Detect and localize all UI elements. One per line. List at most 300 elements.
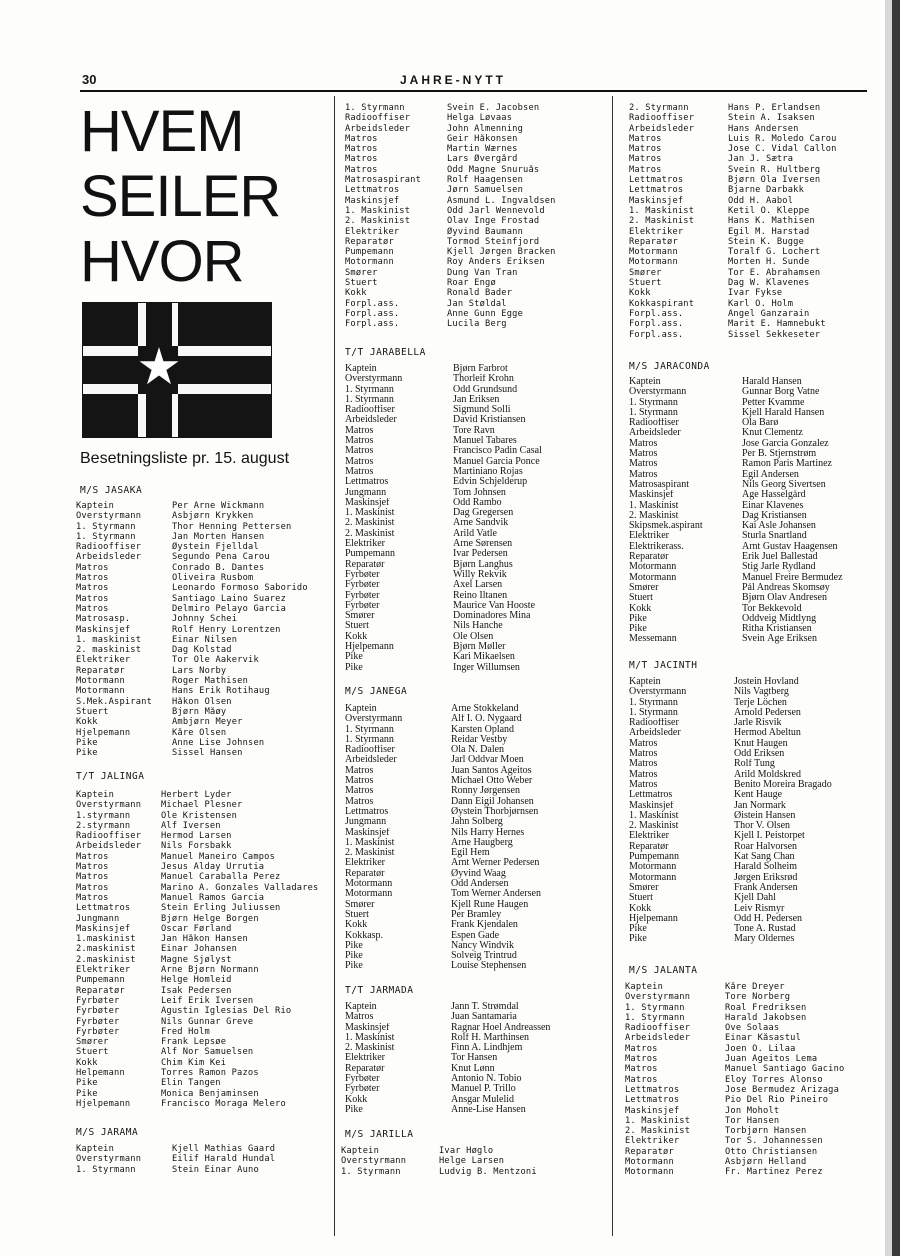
crew-list-jalinga [76,790,326,1109]
crew-role: Forpl.ass. [629,308,684,319]
crew-name: Ketil O. Kleppe [728,205,810,216]
crew-row [76,965,326,975]
crew-row [76,1068,326,1078]
crew-name: Øyvind Waag [451,868,506,879]
crew-role: Radiooffiser [345,745,395,756]
crew-role: Elektriker [629,226,684,237]
crew-row [629,934,884,944]
crew-name: Svein Åge Eriksen [742,634,817,645]
crew-row [629,216,884,226]
crew-row [629,552,884,562]
section-title-janega: M/S JANEGA [345,686,408,697]
crew-row [345,539,607,549]
crew-role: Pumpemann [345,549,395,560]
crew-row [76,975,326,985]
crew-role: Lettmatros [345,806,389,817]
crew-name: Roar Halvorsen [734,841,798,852]
crew-row [345,247,607,257]
crew-row [629,573,884,583]
crew-row [345,786,607,796]
crew-name: Solveig Trintrud [451,951,517,962]
crew-role: Pike [345,1104,363,1115]
crew-row [345,405,607,415]
crew-row [629,831,884,841]
crew-row [76,1037,326,1047]
crew-name: Oliveira Rusbom [172,573,254,584]
crew-role: Pumpemann [76,975,125,986]
crew-role: Fyrbøter [76,1006,120,1017]
crew-role: Reparatør [629,552,669,563]
crew-name: Jarle Risvik [734,718,782,729]
crew-list-continued-col3 [629,103,884,340]
crew-row [76,1017,326,1027]
crew-row [76,1047,326,1057]
crew-role: Matros [629,133,662,144]
crew-name: Kai Asle Johansen [742,521,816,532]
crew-role: Pumpemann [345,247,394,258]
crew-role: Kokk [629,288,651,299]
crew-role: Matros [76,573,109,584]
crew-role: Arbeidsleder [345,755,397,766]
crew-role: Forpl.ass. [345,308,400,319]
crew-row [629,206,884,216]
crew-role: Matros [76,862,109,873]
crew-name: Maurice Van Hooste [453,600,536,611]
crew-role: Radiooffiser [629,418,679,429]
crew-row [345,766,607,776]
crew-name: Tone A. Rustad [734,924,796,935]
crew-row [345,1084,607,1094]
section-title-jarama: M/S JARAMA [76,1127,139,1138]
crew-role: Fyrbøter [345,569,380,580]
crew-name: Tor Ole Aakervik [172,655,259,666]
crew-role: Maskinsjef [76,923,131,934]
section-title-jarabella: T/T JARABELLA [345,347,426,358]
crew-name: Arne Haugberg [451,837,513,848]
crew-name: Pål Andreas Skomsøy [742,582,830,593]
crew-role: 2. Maskinist [629,510,679,521]
crew-row [76,686,326,696]
crew-role: Pike [345,951,363,962]
crew-name: Karsten Opland [451,724,515,735]
crew-name: Kjell Jørgen Bracken [447,247,556,258]
crew-name: Hans K. Mathisen [728,216,815,227]
crew-row [345,745,607,755]
crew-row [345,144,607,154]
crew-role: Matrosaspirant [629,479,689,490]
crew-role: Maskinsjef [345,195,400,206]
crew-row [345,910,607,920]
crew-role: Motormann [629,257,678,268]
crew-row [76,862,326,872]
section-title-jarmada: T/T JARMADA [345,985,414,996]
crew-role: Maskinsjef [629,195,684,206]
crew-row [629,268,884,278]
crew-row [629,893,884,903]
crew-name: Åge Hasselgård [742,490,806,501]
crew-row [345,165,607,175]
crew-name: Jan J. Sætra [728,154,794,165]
crew-name: Bjørn Langhus [453,559,513,570]
crew-role: Pike [76,737,98,748]
crew-name: Arnt Werner Pedersen [451,858,540,869]
crew-row [625,1044,880,1054]
crew-row [76,501,326,511]
crew-row [76,996,326,1006]
crew-name: Delmiro Pelayo Garcia [172,603,287,614]
crew-row [629,113,884,123]
crew-role: Overstyrmann [629,687,687,698]
crew-role: Smører [629,882,659,893]
crew-row [625,1136,880,1146]
crew-row [625,1064,880,1074]
crew-row [345,124,607,134]
crew-name: Mary Oldernes [734,934,795,945]
crew-role: Kokk [345,920,368,931]
crew-role: Kokk [629,903,652,914]
crew-list-continued-col2 [345,103,607,330]
crew-name: Otto Christiansen [725,1146,818,1157]
crew-name: Harald Jakobsen [725,1012,807,1023]
crew-row [629,914,884,924]
crew-role: 2.styrmann [76,820,131,831]
crew-role: Smører [345,899,375,910]
crew-name: Rolf Tung [734,759,775,770]
crew-name: Kjell Dahl [734,893,776,904]
crew-row [629,749,884,759]
crew-name: Rolf Henry Lorentzen [172,624,281,635]
crew-name: Jostein Hovland [734,677,799,687]
crew-name: Reino Iltanen [453,590,508,601]
crew-role: Motormann [345,889,393,900]
crew-role: Maskinsjef [76,624,131,635]
page-number: 30 [82,72,97,87]
crew-row [345,632,607,642]
crew-row [76,522,326,532]
crew-row [345,951,607,961]
crew-row [629,521,884,531]
crew-row [345,663,607,673]
crew-row [629,299,884,309]
crew-row [76,1144,331,1154]
crew-row [76,1027,326,1037]
section-title-jacinth: M/T JACINTH [629,660,698,671]
crew-role: Matros [629,469,658,480]
crew-row [629,398,884,408]
crew-name: Hans Andersen [728,123,799,134]
crew-role: Fyrbøter [76,1026,120,1037]
crew-row [76,666,326,676]
crew-name: Angel Ganzarain [728,308,810,319]
crew-row [345,227,607,237]
crew-row [345,889,607,899]
crew-role: Matros [345,1012,374,1023]
crew-name: Erik Juel Ballestad [742,552,818,563]
crew-row [76,573,326,583]
crew-role: Arbeidsleder [629,728,681,739]
crew-role: Matros [629,154,662,165]
crew-row [345,807,607,817]
crew-row [629,511,884,521]
crew-name: Stein Erling Juliussen [161,903,281,914]
crew-name: Tom Johnsen [453,487,506,498]
crew-row [345,652,607,662]
crew-name: Nils Georg Sivertsen [742,479,826,490]
crew-role: 1. Maskinist [345,837,395,848]
crew-role: Matros [345,456,374,467]
crew-row [345,817,607,827]
crew-row [625,1116,880,1126]
crew-name: Isak Pedersen [161,985,232,996]
crew-row [629,185,884,195]
crew-role: 2.maskinist [76,954,136,965]
crew-role: Pike [76,748,98,759]
crew-name: Nils Harry Hernes [451,827,525,838]
crew-role: Kaptein [341,1146,380,1156]
crew-name: Tor Hansen [451,1053,498,1064]
crew-row [345,457,607,467]
crew-row [345,714,607,724]
crew-role: 1. Styrmann [345,724,394,735]
crew-role: Hjelpemann [629,913,678,924]
crew-name: Asmund L. Ingvaldsen [447,195,556,206]
crew-name: Nils Vagtberg [734,687,789,698]
crew-row [76,831,326,841]
crew-name: Arne Sørensen [453,539,513,550]
crew-name: Ole Olsen [453,631,494,642]
crew-role: Maskinsjef [625,1105,680,1116]
crew-role: S.Mek.Aspirant [76,696,153,707]
crew-row [625,1013,880,1023]
crew-row [629,634,884,644]
crew-name: Dung Van Tran [447,267,518,278]
crew-row [345,1105,607,1115]
crew-role: Fyrbøter [345,1084,380,1095]
crew-name: Per B. Stjernstrøm [742,449,817,460]
crew-name: Tor E. Abrahamsen [728,267,821,278]
crew-row [625,1157,880,1167]
crew-row [345,941,607,951]
crew-name: Benito Moreira Bragado [734,779,832,790]
crew-name: Helga Løvaas [447,113,513,124]
crew-name: Jørn Samuelsen [447,185,524,196]
crew-name: Jan Eriksen [453,394,500,405]
crew-row [345,570,607,580]
crew-role: Lettmatros [625,1095,680,1106]
crew-role: Maskinsjef [629,800,674,811]
crew-row [345,529,607,539]
crew-row [345,237,607,247]
crew-name: Dann Eigil Johansen [451,796,534,807]
crew-name: Roger Mathisen [172,676,249,687]
crew-role: Matros [629,759,658,770]
crew-row [629,904,884,914]
crew-name: Ola Barø [742,418,779,429]
crew-role: Fyrbøter [76,1016,120,1027]
crew-role: Matros [345,466,374,477]
crew-row [341,1146,603,1156]
crew-name: Jørgen Eriksrød [734,872,798,883]
crew-name: Ritha Kristiansen [742,624,812,635]
crew-row [345,278,607,288]
crew-row [625,1033,880,1043]
crew-row [345,560,607,570]
crew-role: 1. Maskinist [345,1032,395,1043]
crew-role: Matros [629,769,658,780]
crew-name: Svein E. Jacobsen [447,103,540,113]
crew-name: Odd Grundsund [453,384,518,395]
crew-list-jaraconda [629,377,884,645]
crew-row [345,621,607,631]
crew-role: Lettmatros [629,185,684,196]
crew-role: Pike [345,940,363,951]
crew-row [345,776,607,786]
crew-name: Frank Kjendalen [451,920,518,931]
crew-role: Kaptein [345,704,377,714]
crew-role: Matros [629,438,658,449]
crew-name: Egil Andersen [742,469,799,480]
crew-row [345,704,607,714]
crew-name: Kåre Olsen [172,727,227,738]
crew-role: Motormann [629,562,677,573]
crew-role: Arbeidsleder [345,415,397,426]
crew-row [76,944,326,954]
crew-row [345,900,607,910]
crew-row [629,924,884,934]
crew-name: Stein A. Isaksen [728,113,815,124]
crew-row [76,532,326,542]
crew-name: Kat Sang Chan [734,852,795,863]
crew-role: Matros [629,779,658,790]
crew-name: Bjarne Darbakk [728,185,805,196]
crew-name: Leonardo Formoso Saborido [172,583,308,594]
crew-role: Reparatør [345,868,385,879]
crew-row [345,103,607,113]
crew-role: Kaptein [629,677,661,687]
crew-name: Francisco Padin Casal [453,446,542,457]
crew-row [629,677,884,687]
crew-row [345,395,607,405]
crew-name: Dominadores Mina [453,611,531,622]
crew-name: Dag Gregersen [453,508,514,519]
crew-role: Kaptein [76,501,115,511]
crew-role: Lettmatros [629,175,684,186]
crew-row [629,154,884,164]
column-divider-2 [612,96,613,1236]
crew-name: Asbjørn Krykken [172,511,254,522]
crew-row [341,1156,603,1166]
crew-row [629,821,884,831]
crew-row [76,594,326,604]
section-title-jasaka: M/S JASAKA [80,485,143,496]
crew-name: Torbjørn Hansen [725,1126,807,1137]
crew-name: Rolf Haagensen [447,175,524,186]
crew-row [345,467,607,477]
crew-role: Motormann [629,247,678,258]
crew-role: Elektriker [345,226,400,237]
crew-row [345,601,607,611]
crew-role: Smører [345,267,378,278]
crew-name: Petter Kvamme [742,397,805,408]
crew-row [345,113,607,123]
crew-role: Maskinsjef [345,1022,390,1033]
crew-role: Fyrbøter [345,580,380,591]
crew-row [345,185,607,195]
crew-row [345,268,607,278]
crew-row [76,655,326,665]
crew-name: Fred Holm [161,1026,210,1037]
crew-row [625,1003,880,1013]
crew-role: Motormann [629,862,677,873]
crew-role: Arbeidsleder [76,552,142,563]
crew-name: Bjørn Helge Borgen [161,913,259,924]
crew-role: 2. Maskinist [345,848,395,859]
crew-name: Asbjørn Helland [725,1157,807,1168]
crew-name: Kjell Harald Hansen [742,407,825,418]
crew-row [345,477,607,487]
crew-row [345,175,607,185]
crew-row [76,1078,326,1088]
crew-row [76,1089,326,1099]
crew-role: Matros [629,164,662,175]
crew-role: Overstyrmann [76,1154,142,1165]
crew-name: Nancy Windvik [451,940,515,951]
crew-role: Elektriker [629,531,669,542]
crew-role: 2. Maskinist [345,528,395,539]
crew-row [629,408,884,418]
crew-role: Jungmann [345,817,387,828]
crew-name: Juan Santamaria [451,1012,517,1023]
crew-role: Stuert [345,909,369,920]
crew-name: Gunnar Borg Vatne [742,387,820,398]
crew-name: Anne-Lise Hansen [451,1104,526,1115]
crew-row [345,518,607,528]
crew-role: Motormann [629,872,677,883]
crew-name: Michael Otto Weber [451,776,533,787]
crew-role: Fyrbøter [345,600,380,611]
crew-name: Bjørn Måøy [172,706,227,717]
crew-role: Pike [76,1088,98,1099]
crew-role: Arbeidsleder [76,841,142,852]
crew-name: Ola N. Dalen [451,745,505,756]
flag-icon [82,302,272,438]
crew-row [629,583,884,593]
crew-row [629,439,884,449]
crew-row [345,385,607,395]
crew-role: Maskinsjef [345,827,390,838]
crew-name: Ole Kristensen [161,810,238,821]
crew-name: Elin Tangen [161,1078,221,1089]
crew-role: Maskinsjef [345,497,390,508]
crew-name: Stig Jarle Rydland [742,562,816,573]
crew-row [341,1167,603,1177]
crew-row [345,436,607,446]
crew-row [345,154,607,164]
crew-name: Bjørn Ola Iversen [728,175,821,186]
crew-row [345,797,607,807]
crew-role: Stuert [629,278,662,289]
crew-role: Reparatør [629,236,678,247]
crew-role: Matros [76,562,109,573]
crew-row [345,488,607,498]
crew-row [629,873,884,883]
crew-name: Eloy Torres Alonso [725,1074,823,1085]
crew-row [345,196,607,206]
crew-name: Arnold Pedersen [734,707,801,718]
crew-role: Smører [345,611,375,622]
crew-role: 1. Styrmann [625,1002,685,1013]
crew-row [345,642,607,652]
